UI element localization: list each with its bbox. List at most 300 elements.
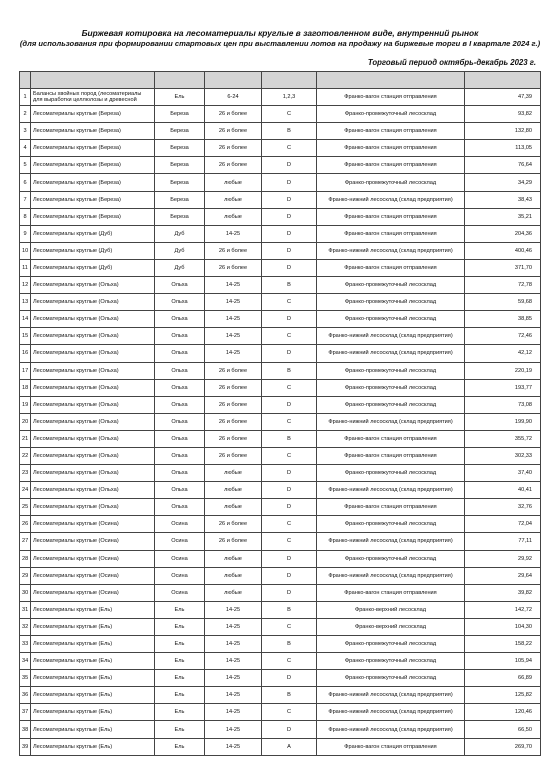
price-cell: 77,11 [465,533,541,550]
delivery-basis-cell: Франко-нижний лесосклад (склад предприятия) [317,482,465,499]
grade-cell: С [262,653,317,670]
wood-species-cell: Ель [155,738,205,755]
product-name-cell: Балансы хвойных пород (лесоматериалы для выработки целлюлозы и древесной [31,89,155,106]
wood-species-cell: Береза [155,208,205,225]
wood-species-cell: Ольха [155,345,205,362]
grade-cell: С [262,140,317,157]
product-name-cell: Лесоматериалы круглые (Ольха) [31,465,155,482]
header-cell [205,72,262,89]
wood-species-cell: Ольха [155,294,205,311]
quotation-table [19,71,541,756]
wood-species-cell: Осина [155,567,205,584]
table-row [20,277,541,294]
price-cell: 42,12 [465,345,541,362]
price-cell: 269,70 [465,738,541,755]
delivery-basis-cell: Франко-вагон станция отправления [317,157,465,174]
product-name-cell: Лесоматериалы круглые (Береза) [31,174,155,191]
product-name-cell: Лесоматериалы круглые (Ольха) [31,396,155,413]
wood-species-cell: Ольха [155,328,205,345]
diameter-range-cell: 26 и более [205,123,262,140]
table-row [20,191,541,208]
diameter-range-cell: 14-25 [205,738,262,755]
grade-cell: D [262,396,317,413]
table-row [20,362,541,379]
price-cell: 59,68 [465,294,541,311]
row-number-cell: 6 [20,174,31,191]
row-number-cell: 3 [20,123,31,140]
row-number-cell: 30 [20,584,31,601]
delivery-basis-cell: Франко-вагон станция отправления [317,259,465,276]
row-number-cell: 26 [20,516,31,533]
diameter-range-cell: 26 и более [205,242,262,259]
wood-species-cell: Ольха [155,379,205,396]
grade-cell: В [262,430,317,447]
table-row [20,174,541,191]
delivery-basis-cell: Франко-нижний лесосклад (склад предприятия) [317,567,465,584]
row-number-cell: 8 [20,208,31,225]
product-name-cell: Лесоматериалы круглые (Ель) [31,738,155,755]
wood-species-cell: Ольха [155,362,205,379]
price-cell: 193,77 [465,379,541,396]
price-cell: 39,82 [465,584,541,601]
delivery-basis-cell: Франко-вагон станция отправления [317,89,465,106]
product-name-cell: Лесоматериалы круглые (Ольха) [31,447,155,464]
diameter-range-cell: 26 и более [205,516,262,533]
grade-cell: С [262,447,317,464]
grade-cell: С [262,533,317,550]
table-row [20,345,541,362]
delivery-basis-cell: Франко-нижний лесосклад (склад предприятия) [317,533,465,550]
grade-cell: D [262,311,317,328]
diameter-range-cell: 14-25 [205,225,262,242]
product-name-cell: Лесоматериалы круглые (Ольха) [31,345,155,362]
wood-species-cell: Ольха [155,482,205,499]
diameter-range-cell: 14-25 [205,618,262,635]
table-row [20,601,541,618]
table-row [20,550,541,567]
wood-species-cell: Ольха [155,499,205,516]
document-title: Биржевая котировка на лесоматериалы круглые в заготовленном виде, внутренний рынок [81,28,479,38]
price-cell: 104,30 [465,618,541,635]
header-cell [317,72,465,89]
table-row [20,567,541,584]
grade-cell: D [262,174,317,191]
table-row [20,311,541,328]
wood-species-cell: Береза [155,191,205,208]
price-cell: 38,85 [465,311,541,328]
table-row [20,465,541,482]
price-cell: 73,08 [465,396,541,413]
diameter-range-cell: любые [205,465,262,482]
price-cell: 113,05 [465,140,541,157]
diameter-range-cell: 26 и более [205,379,262,396]
diameter-range-cell: любые [205,208,262,225]
row-number-cell: 20 [20,413,31,430]
table-header [20,72,541,89]
table-row [20,516,541,533]
table-row [20,482,541,499]
grade-cell: В [262,277,317,294]
diameter-range-cell: любые [205,550,262,567]
wood-species-cell: Береза [155,123,205,140]
product-name-cell: Лесоматериалы круглые (Дуб) [31,259,155,276]
price-cell: 142,72 [465,601,541,618]
grade-cell: D [262,482,317,499]
delivery-basis-cell: Франко-верхний лесосклад [317,618,465,635]
delivery-basis-cell: Франко-промежуточный лесосклад [317,379,465,396]
price-cell: 76,64 [465,157,541,174]
table-row [20,123,541,140]
price-cell: 32,76 [465,499,541,516]
diameter-range-cell: 26 и более [205,396,262,413]
delivery-basis-cell: Франко-нижний лесосклад (склад предприятия) [317,704,465,721]
diameter-range-cell: 14-25 [205,328,262,345]
grade-cell: D [262,345,317,362]
row-number-cell: 2 [20,106,31,123]
delivery-basis-cell: Франко-вагон станция отправления [317,738,465,755]
grade-cell: 1,2,3 [262,89,317,106]
wood-species-cell: Ольха [155,430,205,447]
table-row [20,499,541,516]
table-row [20,738,541,755]
delivery-basis-cell: Франко-вагон станция отправления [317,430,465,447]
price-cell: 132,80 [465,123,541,140]
wood-species-cell: Ольха [155,447,205,464]
product-name-cell: Лесоматериалы круглые (Осина) [31,584,155,601]
table-row [20,653,541,670]
diameter-range-cell: любые [205,174,262,191]
table-row [20,140,541,157]
product-name-cell: Лесоматериалы круглые (Ель) [31,721,155,738]
price-cell: 29,92 [465,550,541,567]
product-name-cell: Лесоматериалы круглые (Ель) [31,653,155,670]
product-name-cell: Лесоматериалы круглые (Ольха) [31,482,155,499]
delivery-basis-cell: Франко-верхний лесосклад [317,601,465,618]
table-row [20,106,541,123]
product-name-cell: Лесоматериалы круглые (Береза) [31,106,155,123]
trading-period: Торговый период октябрь-декабрь 2023 г. [367,58,536,67]
table-body [20,89,541,756]
table-row [20,379,541,396]
table-row [20,225,541,242]
table-row [20,618,541,635]
diameter-range-cell: 14-25 [205,601,262,618]
price-cell: 93,82 [465,106,541,123]
table-row [20,636,541,653]
product-name-cell: Лесоматериалы круглые (Береза) [31,208,155,225]
table-row [20,670,541,687]
wood-species-cell: Береза [155,157,205,174]
grade-cell: D [262,550,317,567]
wood-species-cell: Ольха [155,311,205,328]
price-cell: 204,36 [465,225,541,242]
table-row [20,704,541,721]
diameter-range-cell: 14-25 [205,670,262,687]
product-name-cell: Лесоматериалы круглые (Ель) [31,704,155,721]
diameter-range-cell: 14-25 [205,704,262,721]
delivery-basis-cell: Франко-вагон станция отправления [317,208,465,225]
delivery-basis-cell: Франко-промежуточный лесосклад [317,362,465,379]
row-number-cell: 13 [20,294,31,311]
product-name-cell: Лесоматериалы круглые (Ольха) [31,499,155,516]
row-number-cell: 16 [20,345,31,362]
row-number-cell: 25 [20,499,31,516]
row-number-cell: 5 [20,157,31,174]
delivery-basis-cell: Франко-нижний лесосклад (склад предприятия) [317,191,465,208]
product-name-cell: Лесоматериалы круглые (Ольха) [31,430,155,447]
diameter-range-cell: любые [205,567,262,584]
row-number-cell: 21 [20,430,31,447]
grade-cell: С [262,618,317,635]
delivery-basis-cell: Франко-промежуточный лесосклад [317,653,465,670]
wood-species-cell: Дуб [155,225,205,242]
table-row [20,430,541,447]
delivery-basis-cell: Франко-нижний лесосклад (склад предприятия) [317,345,465,362]
wood-species-cell: Ольха [155,277,205,294]
row-number-cell: 31 [20,601,31,618]
delivery-basis-cell: Франко-промежуточный лесосклад [317,277,465,294]
product-name-cell: Лесоматериалы круглые (Береза) [31,157,155,174]
product-name-cell: Лесоматериалы круглые (Береза) [31,191,155,208]
table-row [20,447,541,464]
table-row [20,89,541,106]
delivery-basis-cell: Франко-промежуточный лесосклад [317,516,465,533]
grade-cell: D [262,242,317,259]
wood-species-cell: Береза [155,140,205,157]
price-cell: 302,33 [465,447,541,464]
grade-cell: С [262,413,317,430]
product-name-cell: Лесоматериалы круглые (Ель) [31,687,155,704]
table-row [20,242,541,259]
delivery-basis-cell: Франко-нижний лесосклад (склад предприятия) [317,242,465,259]
wood-species-cell: Ель [155,704,205,721]
grade-cell: D [262,465,317,482]
table-row [20,208,541,225]
grade-cell: D [262,670,317,687]
grade-cell: D [262,584,317,601]
wood-species-cell: Ель [155,601,205,618]
row-number-cell: 15 [20,328,31,345]
table-row [20,413,541,430]
grade-cell: С [262,106,317,123]
grade-cell: В [262,687,317,704]
grade-cell: С [262,328,317,345]
table-row [20,294,541,311]
delivery-basis-cell: Франко-промежуточный лесосклад [317,311,465,328]
product-name-cell: Лесоматериалы круглые (Осина) [31,550,155,567]
diameter-range-cell: 26 и более [205,430,262,447]
diameter-range-cell: 26 и более [205,157,262,174]
wood-species-cell: Ель [155,653,205,670]
product-name-cell: Лесоматериалы круглые (Ель) [31,618,155,635]
grade-cell: В [262,123,317,140]
row-number-cell: 19 [20,396,31,413]
delivery-basis-cell: Франко-промежуточный лесосклад [317,636,465,653]
diameter-range-cell: 26 и более [205,413,262,430]
table-row [20,259,541,276]
row-number-cell: 1 [20,89,31,106]
grade-cell: D [262,499,317,516]
row-number-cell: 7 [20,191,31,208]
row-number-cell: 27 [20,533,31,550]
row-number-cell: 10 [20,242,31,259]
price-cell: 355,72 [465,430,541,447]
product-name-cell: Лесоматериалы круглые (Ель) [31,636,155,653]
wood-species-cell: Ель [155,89,205,106]
diameter-range-cell: любые [205,191,262,208]
delivery-basis-cell: Франко-вагон станция отправления [317,447,465,464]
diameter-range-cell: 6-24 [205,89,262,106]
product-name-cell: Лесоматериалы круглые (Ольха) [31,413,155,430]
price-cell: 72,78 [465,277,541,294]
delivery-basis-cell: Франко-вагон станция отправления [317,123,465,140]
row-number-cell: 33 [20,636,31,653]
diameter-range-cell: любые [205,482,262,499]
product-name-cell: Лесоматериалы круглые (Ольха) [31,362,155,379]
diameter-range-cell: 14-25 [205,294,262,311]
wood-species-cell: Ель [155,618,205,635]
product-name-cell: Лесоматериалы круглые (Ольха) [31,277,155,294]
row-number-cell: 32 [20,618,31,635]
product-name-cell: Лесоматериалы круглые (Осина) [31,516,155,533]
wood-species-cell: Осина [155,550,205,567]
grade-cell: D [262,567,317,584]
delivery-basis-cell: Франко-нижний лесосклад (склад предприятия) [317,721,465,738]
header-cell [31,72,155,89]
price-cell: 371,70 [465,259,541,276]
delivery-basis-cell: Франко-вагон станция отправления [317,140,465,157]
product-name-cell: Лесоматериалы круглые (Ольха) [31,294,155,311]
wood-species-cell: Береза [155,174,205,191]
row-number-cell: 36 [20,687,31,704]
delivery-basis-cell: Франко-промежуточный лесосклад [317,465,465,482]
diameter-range-cell: 26 и более [205,362,262,379]
document-subtitle: (для использования при формировании стартовых цен при выставлении лотов на продажу на биржевые торги в I квартале 2024 г.) [19,39,541,48]
row-number-cell: 18 [20,379,31,396]
product-name-cell: Лесоматериалы круглые (Ель) [31,670,155,687]
grade-cell: С [262,379,317,396]
price-cell: 66,50 [465,721,541,738]
row-number-cell: 22 [20,447,31,464]
delivery-basis-cell: Франко-промежуточный лесосклад [317,670,465,687]
wood-species-cell: Ель [155,636,205,653]
grade-cell: D [262,225,317,242]
price-cell: 47,39 [465,89,541,106]
wood-species-cell: Ель [155,687,205,704]
price-cell: 72,04 [465,516,541,533]
price-cell: 125,82 [465,687,541,704]
price-cell: 199,90 [465,413,541,430]
price-cell: 35,21 [465,208,541,225]
diameter-range-cell: 14-25 [205,277,262,294]
row-number-cell: 34 [20,653,31,670]
table-row [20,533,541,550]
diameter-range-cell: 26 и более [205,259,262,276]
row-number-cell: 24 [20,482,31,499]
row-number-cell: 17 [20,362,31,379]
delivery-basis-cell: Франко-промежуточный лесосклад [317,106,465,123]
delivery-basis-cell: Франко-нижний лесосклад (склад предприятия) [317,328,465,345]
diameter-range-cell: любые [205,584,262,601]
price-cell: 120,46 [465,704,541,721]
grade-cell: В [262,601,317,618]
row-number-cell: 14 [20,311,31,328]
row-number-cell: 11 [20,259,31,276]
table-row [20,157,541,174]
diameter-range-cell: 14-25 [205,721,262,738]
header-cell [155,72,205,89]
row-number-cell: 4 [20,140,31,157]
wood-species-cell: Осина [155,516,205,533]
product-name-cell: Лесоматериалы круглые (Ель) [31,601,155,618]
price-cell: 400,46 [465,242,541,259]
grade-cell: В [262,362,317,379]
product-name-cell: Лесоматериалы круглые (Береза) [31,140,155,157]
grade-cell: D [262,191,317,208]
price-cell: 66,89 [465,670,541,687]
product-name-cell: Лесоматериалы круглые (Дуб) [31,225,155,242]
delivery-basis-cell: Франко-промежуточный лесосклад [317,396,465,413]
header-cell [465,72,541,89]
price-cell: 37,40 [465,465,541,482]
table-row [20,687,541,704]
diameter-range-cell: 14-25 [205,636,262,653]
header-cell [20,72,31,89]
row-number-cell: 29 [20,567,31,584]
delivery-basis-cell: Франко-нижний лесосклад (склад предприятия) [317,687,465,704]
delivery-basis-cell: Франко-нижний лесосклад (склад предприятия) [317,413,465,430]
price-cell: 34,29 [465,174,541,191]
price-cell: 40,41 [465,482,541,499]
row-number-cell: 28 [20,550,31,567]
table-row [20,721,541,738]
row-number-cell: 37 [20,704,31,721]
wood-species-cell: Дуб [155,259,205,276]
table-row [20,396,541,413]
table-row [20,328,541,345]
diameter-range-cell: 26 и более [205,533,262,550]
price-cell: 29,64 [465,567,541,584]
grade-cell: D [262,157,317,174]
price-cell: 72,46 [465,328,541,345]
row-number-cell: 39 [20,738,31,755]
grade-cell: D [262,208,317,225]
price-cell: 105,94 [465,653,541,670]
product-name-cell: Лесоматериалы круглые (Ольха) [31,311,155,328]
delivery-basis-cell: Франко-вагон станция отправления [317,499,465,516]
grade-cell: С [262,294,317,311]
diameter-range-cell: 14-25 [205,653,262,670]
grade-cell: С [262,516,317,533]
delivery-basis-cell: Франко-промежуточный лесосклад [317,174,465,191]
product-name-cell: Лесоматериалы круглые (Осина) [31,533,155,550]
delivery-basis-cell: Франко-промежуточный лесосклад [317,294,465,311]
wood-species-cell: Ель [155,721,205,738]
diameter-range-cell: любые [205,499,262,516]
price-cell: 220,19 [465,362,541,379]
diameter-range-cell: 26 и более [205,106,262,123]
header-cell [262,72,317,89]
wood-species-cell: Дуб [155,242,205,259]
diameter-range-cell: 14-25 [205,345,262,362]
wood-species-cell: Ольха [155,396,205,413]
row-number-cell: 9 [20,225,31,242]
wood-species-cell: Ольха [155,465,205,482]
wood-species-cell: Береза [155,106,205,123]
product-name-cell: Лесоматериалы круглые (Дуб) [31,242,155,259]
wood-species-cell: Осина [155,584,205,601]
price-cell: 38,43 [465,191,541,208]
